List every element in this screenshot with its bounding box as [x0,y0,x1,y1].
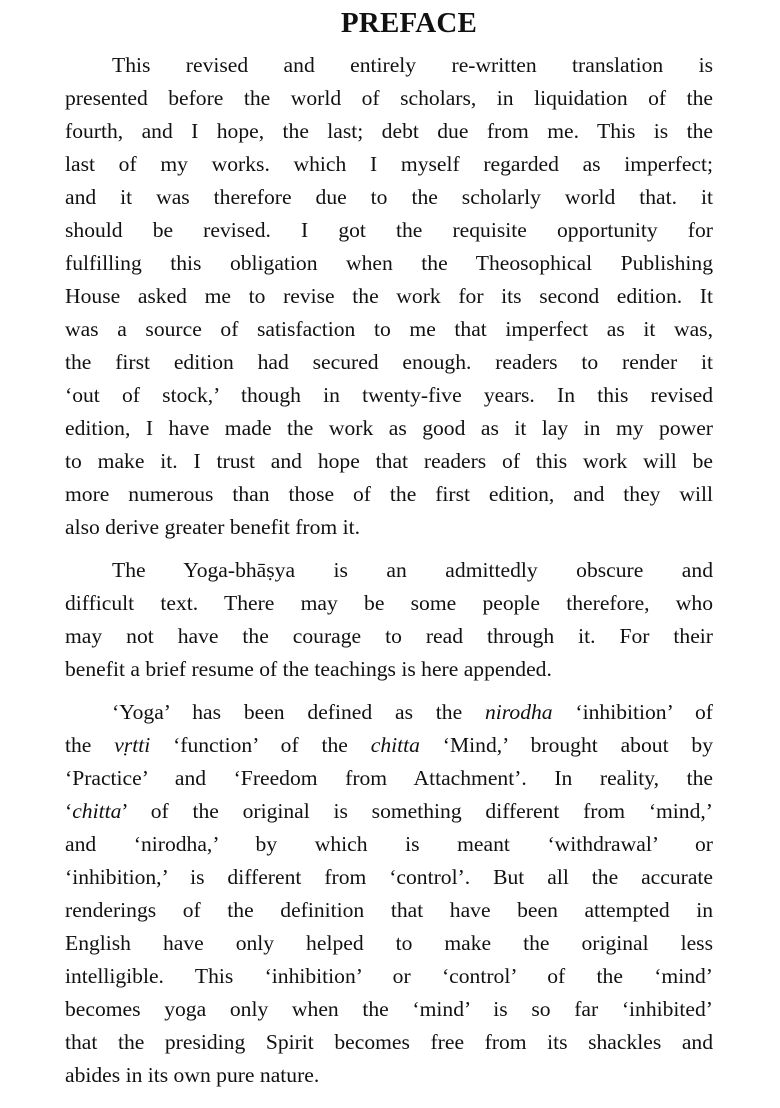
text-line: and it was therefore due to the scholarly world that. it [65,185,713,209]
text-line: becomes yoga only when the ‘mind’ is so far ‘inhibited’ [65,997,713,1021]
book-page [65,0,713,1092]
text-line: may not have the courage to read through it. For their [65,624,713,648]
text-line: was a source of satisfaction to me that imperfect as it was, [65,317,713,341]
text-line: renderings of the definition that have been attempted in [65,898,713,922]
paragraph-gap [65,686,713,696]
text-line: fourth, and I hope, the last; debt due from me. This is the [65,119,713,143]
text-line: fulfilling this obligation when the Theosophical Publishing [65,251,713,275]
text-line: intelligible. This ‘inhibition’ or ‘control’ of the ‘mind’ [65,964,713,988]
paragraph-3 [65,696,713,1092]
text-line: the vṛtti ‘function’ of the chitta ‘Mind,’ brought about by [65,733,714,757]
text-line: abides in its own pure nature. [65,1063,320,1087]
text-line: more numerous than those of the first edition, and they will [65,482,713,506]
text-line: last of my works. which I myself regarded as imperfect; [65,152,713,176]
text-line: ‘out of stock,’ though in twenty-five years. In this revised [65,383,713,407]
text-line: the first edition had secured enough. readers to render it [65,350,713,374]
paragraph-gap [65,544,713,554]
paragraph-1 [65,49,713,544]
text-line: that the presiding Spirit becomes free from its shackles and [65,1030,713,1054]
text-line: and ‘nirodha,’ by which is meant ‘withdrawal’ or [65,832,713,856]
text-line: The Yoga-bhāṣya is an admittedly obscure and [112,558,713,582]
italic-term: nirodha [485,700,553,724]
text-line: English have only helped to make the original less [65,931,713,955]
text-line: edition, I have made the work as good as it lay in my power [65,416,713,440]
text-line: ‘Yoga’ has been defined as the nirodha ‘inhibition’ of [112,700,713,724]
italic-term: chitta [370,733,420,757]
text-line: to make it. I trust and hope that readers of this work will be [65,449,713,473]
text-line: ‘chitta’ of the original is something different from ‘mind,’ [65,799,713,823]
text-line: House asked me to revise the work for its second edition. It [65,284,713,308]
text-line: also derive greater benefit from it. [65,515,360,539]
paragraph-2 [65,554,713,686]
text-line: benefit a brief resume of the teachings is here appended. [65,657,552,681]
italic-term: chitta [72,799,122,823]
text-line: should be revised. I got the requisite opportunity for [65,218,713,242]
text-line: difficult text. There may be some people therefore, who [65,591,713,615]
italic-term: vṛtti [114,733,151,757]
page-title: PREFACE [340,7,478,39]
text-line: ‘Practice’ and ‘Freedom from Attachment’. In reality, the [65,766,713,790]
text-line: presented before the world of scholars, in liquidation of the [65,86,713,110]
text-line: This revised and entirely re-written translation is [112,53,713,77]
text-line: ‘inhibition,’ is different from ‘control’. But all the accurate [65,865,713,889]
